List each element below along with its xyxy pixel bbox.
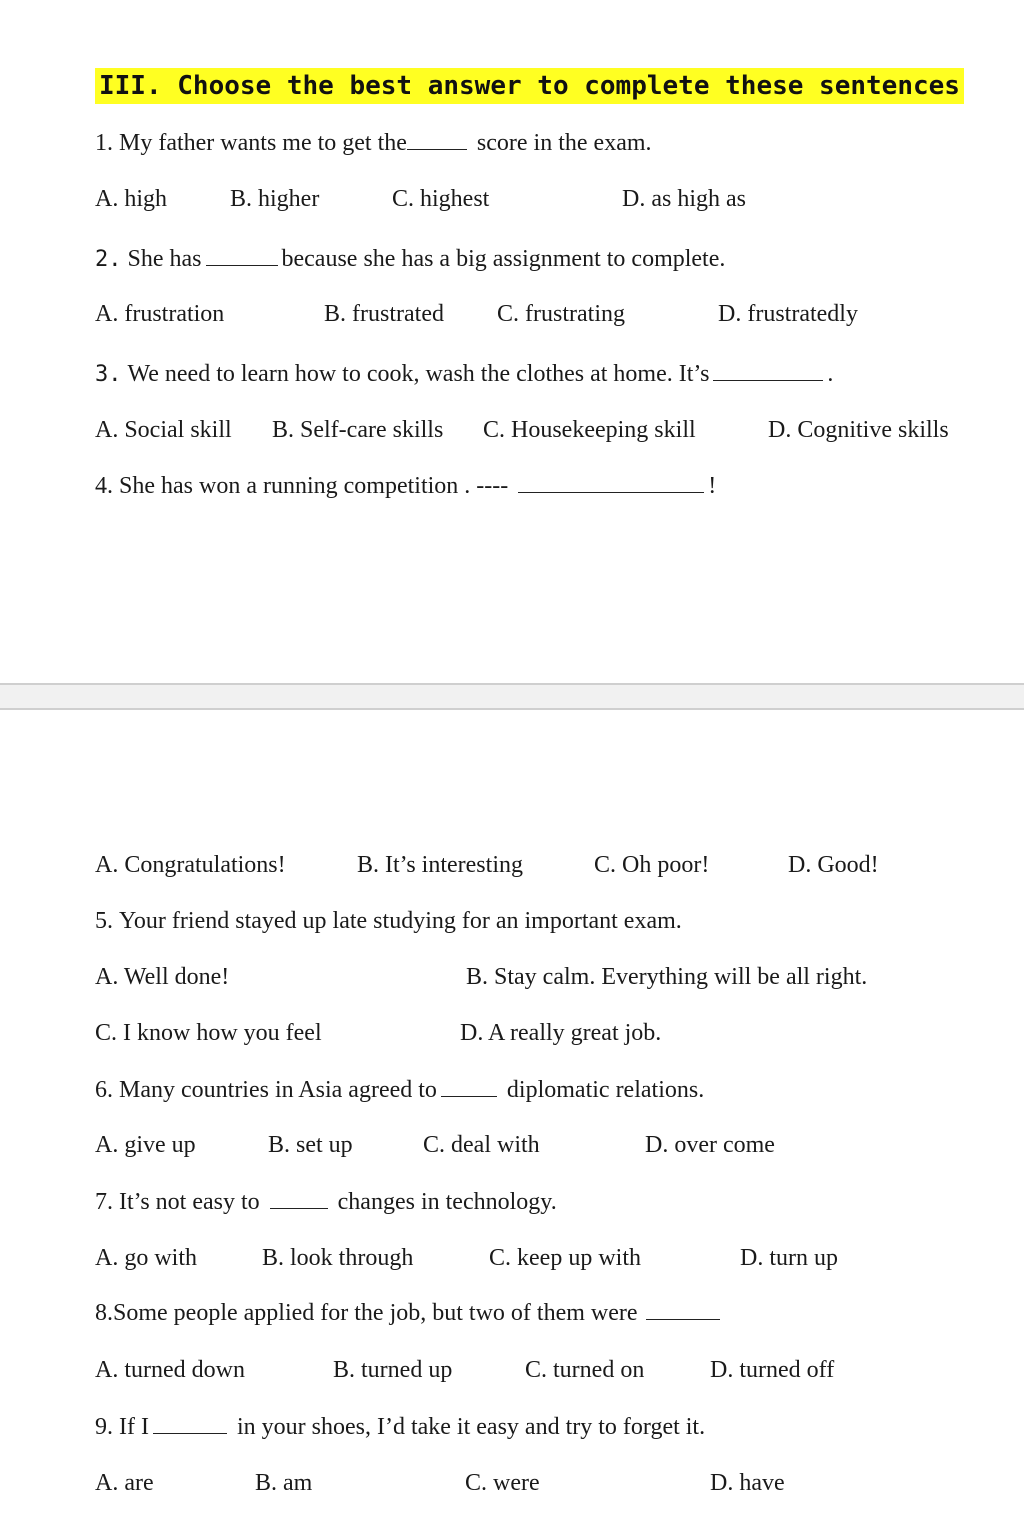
question-3 — [95, 359, 833, 390]
option-b: B. frustrated — [324, 301, 444, 327]
question-number: 9. — [95, 1414, 113, 1440]
option-b: B. look through — [262, 1245, 414, 1271]
answer-blank — [407, 131, 467, 150]
question-text-end: because she has a big assignment to complete. — [281, 246, 726, 272]
option-d: D. frustratedly — [718, 301, 858, 327]
question-number: 5. — [95, 908, 113, 934]
option-d: D. Cognitive skills — [768, 417, 949, 443]
question-text-end: ! — [708, 473, 717, 499]
question-text: Many countries in Asia agreed to — [119, 1077, 437, 1103]
question-text-end: diplomatic relations. — [506, 1077, 705, 1103]
question-text-end: . — [827, 361, 834, 387]
question-text: We need to learn how to cook, wash the clothes at home. It’s — [127, 361, 710, 387]
option-c: C. were — [465, 1470, 540, 1496]
worksheet-page-2 — [0, 710, 1024, 1528]
option-b: B. higher — [230, 186, 320, 212]
option-c: C. highest — [392, 186, 490, 212]
option-d: D. turn up — [740, 1245, 838, 1271]
option-d: D. have — [710, 1470, 785, 1496]
option-d: D. A really great job. — [460, 1020, 662, 1046]
question-text-end: score in the exam. — [476, 130, 652, 156]
question-number: 7. — [95, 1189, 113, 1215]
option-c: C. frustrating — [497, 301, 625, 327]
option-b: B. set up — [268, 1132, 353, 1158]
option-c: C. Oh poor! — [594, 852, 710, 878]
answer-blank — [270, 1190, 328, 1209]
answer-blank — [518, 474, 704, 493]
option-d: D. turned off — [710, 1357, 835, 1383]
question-number: 3. — [95, 362, 122, 387]
question-7 — [95, 1187, 557, 1217]
option-a: A. high — [95, 186, 167, 212]
option-a: A. Congratulations! — [95, 852, 286, 878]
option-a: A. go with — [95, 1245, 197, 1271]
question-text: She has — [127, 246, 202, 272]
question-9 — [95, 1412, 705, 1442]
worksheet-page-1 — [0, 0, 1024, 683]
question-4 — [95, 471, 716, 501]
question-6 — [95, 1075, 704, 1105]
question-5 — [95, 906, 682, 936]
option-c: C. I know how you feel — [95, 1020, 322, 1046]
option-a: A. are — [95, 1470, 154, 1496]
question-text-end: changes in technology. — [337, 1189, 557, 1215]
option-b: B. It’s interesting — [357, 852, 523, 878]
answer-blank — [713, 362, 823, 381]
question-number: 2. — [95, 247, 122, 272]
option-c: C. deal with — [423, 1132, 540, 1158]
question-number: 4. — [95, 473, 113, 499]
question-number: 6. — [95, 1077, 113, 1103]
question-text: If I — [119, 1414, 149, 1440]
option-b: B. am — [255, 1470, 313, 1496]
option-a: A. frustration — [95, 301, 225, 327]
answer-blank — [206, 247, 278, 266]
answer-blank — [646, 1301, 720, 1320]
option-b: B. Self-care skills — [272, 417, 444, 443]
option-c: C. keep up with — [489, 1245, 641, 1271]
option-a: A. Well done! — [95, 964, 230, 990]
option-b: B. Stay calm. Everything will be all right. — [466, 964, 868, 990]
question-text: My father wants me to get the — [119, 130, 407, 156]
option-b: B. turned up — [333, 1357, 453, 1383]
question-text: Some people applied for the job, but two of them were — [113, 1300, 638, 1326]
option-d: D. over come — [645, 1132, 775, 1158]
question-2 — [95, 244, 725, 275]
option-c: C. Housekeeping skill — [483, 417, 696, 443]
question-text-end: in your shoes, I’d take it easy and try to forget it. — [236, 1414, 706, 1440]
option-a: A. give up — [95, 1132, 196, 1158]
question-1 — [95, 128, 652, 158]
question-8 — [95, 1298, 724, 1328]
page-break — [0, 683, 1024, 710]
option-c: C. turned on — [525, 1357, 645, 1383]
section-heading: III. Choose the best answer to complete these sentences — [95, 68, 964, 104]
option-a: A. Social skill — [95, 417, 232, 443]
answer-blank — [441, 1078, 497, 1097]
answer-blank — [153, 1415, 227, 1434]
option-d: D. Good! — [788, 852, 879, 878]
question-text: Your friend stayed up late studying for an important exam. — [119, 908, 682, 934]
question-number: 8. — [95, 1300, 113, 1326]
question-number: 1. — [95, 130, 113, 156]
option-d: D. as high as — [622, 186, 746, 212]
question-text: It’s not easy to — [119, 1189, 260, 1215]
option-a: A. turned down — [95, 1357, 245, 1383]
question-text: She has won a running competition . ---- — [119, 473, 509, 499]
